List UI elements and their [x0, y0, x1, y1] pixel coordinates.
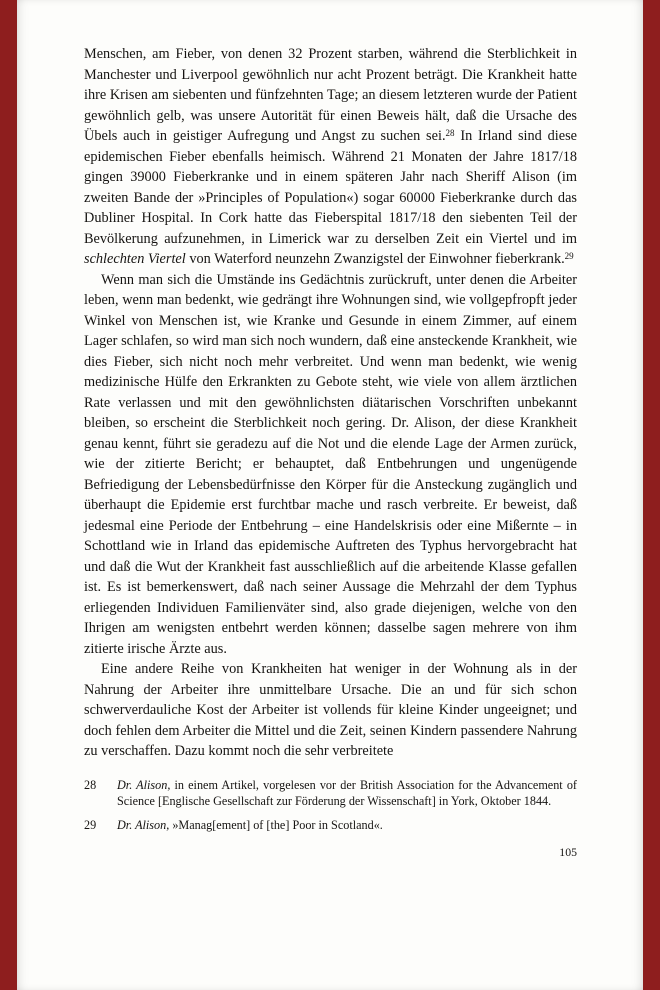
footnotes-section: [84, 777, 577, 834]
text-run: Eine andere Reihe von Krankheiten hat weniger in der Wohnung als in der Nahrung der Arbeiter ihre unmittelbare Ursache. Die an und für sich schon schwerverdauliche Kost der Arbeiter ist vollends für kleine Kinder ungeeignet; und doch fehlen dem Arbeiter die Mittel und die Zeit, seinen Kindern passendere Nahrung zu verschaffen. Dazu kommt noch die sehr verbreitete: [84, 661, 577, 759]
text-run: Menschen, am Fieber, von denen 32 Prozent starben, während die Sterblichkeit in Manchester und Liverpool gewöhnlich nur acht Prozent beträgt. Die Krankheit hatte ihre Krisen am siebenten und fünfzehnten Tage; an diesem letzteren wurde der Patient gewöhnlich gelb, was unsere Autorität für einen Beweis hält, daß die Ursache des Übels auch in geistiger Aufregung und Angst zu suchen sei.: [84, 46, 577, 144]
footnote-reference: 29: [564, 250, 574, 261]
footnote-text-run: »Manag[ement] of [the] Poor in Scotland«.: [169, 818, 383, 833]
paragraph: [84, 270, 577, 660]
footnote-number: 29: [84, 818, 97, 833]
footnote-number: 28: [84, 777, 97, 792]
text-run: In Irland sind diese epidemischen Fieber ebenfalls heimisch. Während 21 Monaten der Jahre 1817/18 gingen 39000 Fieberkranke und in einem späteren Jahr nach Sheriff Alison (im zweiten Bande der »Principles of Population«) sogar 60000 Fieberkranke durch das Dubliner Hospital. In Cork hatte das Fieberspital 1817/18 den siebenten Teil der Bevölkerung aufzunehmen, in Limerick war zu derselben Zeit ein Viertel und im: [84, 128, 577, 247]
book-page: [17, 0, 643, 990]
footnote-text-run: in einem Artikel, vorgelesen vor der British Association for the Advancement of Science [Englische Gesellschaft zur Förderung der Wissenschaft] in York, Oktober 1844.: [117, 777, 577, 809]
footnote: [84, 777, 577, 811]
paragraph: [84, 659, 577, 762]
text-run: Wenn man sich die Umstände ins Gedächtnis zurückruft, unter denen die Arbeiter leben, wenn man bedenkt, wie gedrängt ihre Wohnungen sind, wie vollgepfropft jeder Winkel von Menschen ist, wie Kranke und Gesunde in einem Zimmer, auf einem Lager schlafen, so wird man sich noch wundern, daß eine ansteckende Krankheit, wie dies Fieber, sich nicht noch mehr verbreitet. Und wenn man bedenkt, wie wenig medizinische Hülfe den Erkrankten zu Gebote steht, wie viele von allem ärztlichen Rate verlassen und mit den gewöhnlichsten diätarischen Vorschriften unbekannt bleiben, so erscheint die Sterblichkeit noch gering. Dr. Alison, der diese Krankheit genau kennt, führt sie geradezu auf die Not und die elende Lage der Armen zurück, wie der zitierte Bericht; er behauptet, daß Entbehrungen und ungenügende Befriedigung der Lebensbedürfnisse den Körper für die Ansteckung zugänglich und überhaupt die Epidemie erst furchtbar mache und rasch verbreite. Er beweist, daß jedesmal eine Periode der Entbehrung – eine Handelskrisis oder eine Mißernte – in Schottland wie in Irland das epidemische Auftreten des Typhus hervorgebracht hat und daß die Wut der Krankheit fast ausschließlich auf die arbeitende Klasse gefallen ist. Es ist bemerkenswert, daß nach seiner Aussage die Mehrzahl der dem Typhus erliegenden Individuen Familienväter sind, also grade diejenigen, welche von den Ihrigen am wenigsten entbehrt werden können; dasselbe sagen mehrere von ihm zitierte irische Ärzte aus.: [84, 271, 577, 657]
footnote-text-run: Dr. Alison,: [117, 777, 171, 792]
text-run: schlechten Viertel: [84, 251, 186, 267]
page-number: 105: [559, 844, 577, 859]
footnote: [84, 817, 577, 834]
text-run: von Waterford neunzehn Zwanzigstel der Einwohner fieberkrank.: [185, 251, 565, 267]
page-body-text: [84, 44, 577, 762]
footnote-text-run: Dr. Alison,: [117, 818, 170, 833]
paragraph: [84, 44, 577, 270]
footnote-reference: 28: [445, 127, 455, 138]
